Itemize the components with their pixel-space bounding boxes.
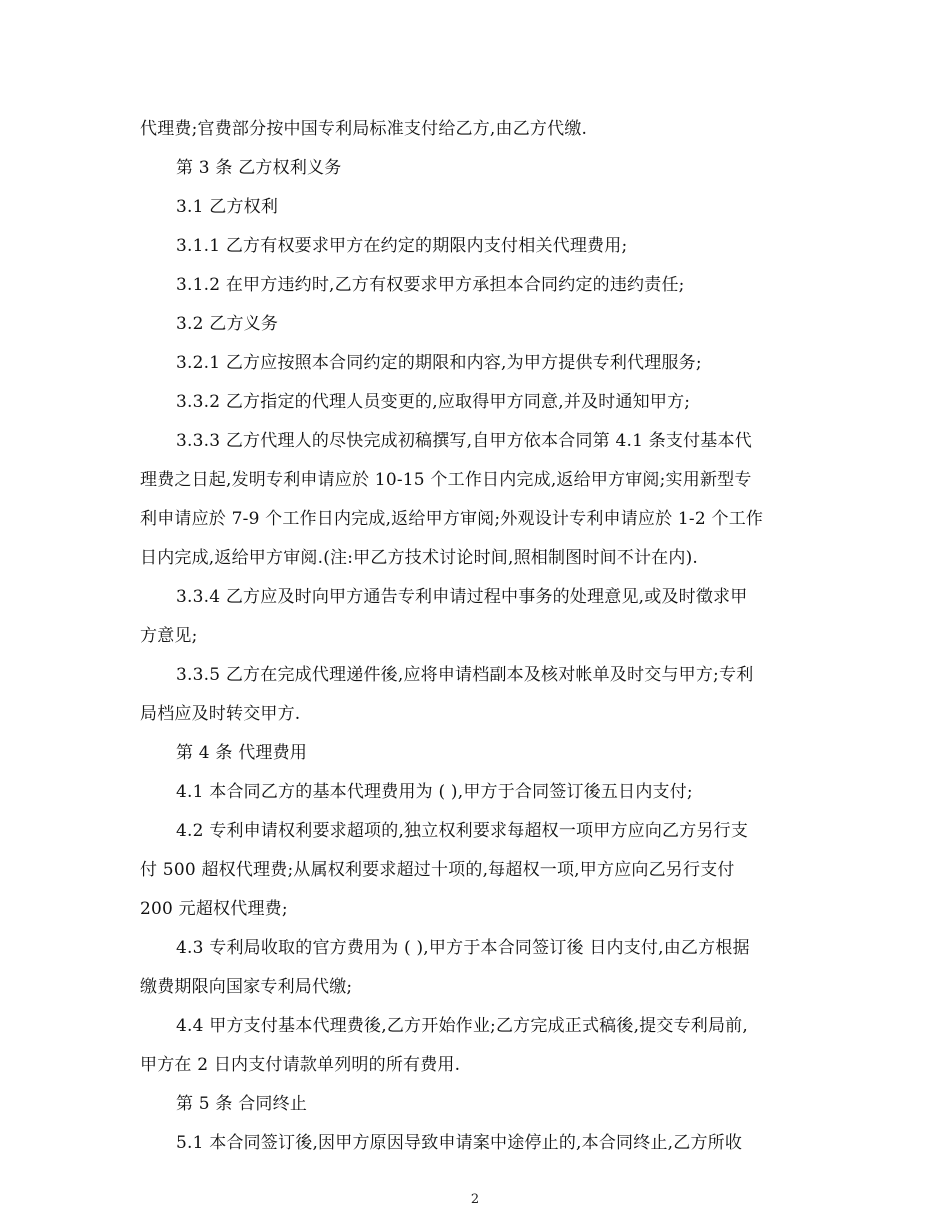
clause-line: 3.2.1 乙方应按照本合同约定的期限和内容,为甲方提供专利代理服务; xyxy=(176,353,702,373)
text-line: 利申请应於 7-9 个工作日内完成,返给甲方审阅;外观设计专利申请应於 1-2 个工作 xyxy=(140,509,764,529)
page-number: 2 xyxy=(470,1192,480,1207)
section-heading: 第 3 条 乙方权利义务 xyxy=(176,158,342,178)
clause-heading: 3.1 乙方权利 xyxy=(176,197,279,217)
clause-heading: 3.2 乙方义务 xyxy=(176,314,279,334)
clause-line: 5.1 本合同签订後,因甲方原因导致申请案中途停止的,本合同终止,乙方所收 xyxy=(176,1133,743,1153)
clause-line: 3.1.1 乙方有权要求甲方在约定的期限内支付相关代理费用; xyxy=(176,236,628,256)
text-line: 甲方在 2 日内支付请款单列明的所有费用. xyxy=(140,1055,461,1075)
section-heading: 第 4 条 代理费用 xyxy=(176,743,308,763)
text-line: 代理费;官费部分按中国专利局标准支付给乙方,由乙方代缴. xyxy=(140,119,588,139)
clause-line: 4.1 本合同乙方的基本代理费用为 ( ),甲方于合同签订後五日内支付; xyxy=(176,782,693,802)
clause-line: 4.4 甲方支付基本代理费後,乙方开始作业;乙方完成正式稿後,提交专利局前, xyxy=(176,1016,748,1036)
clause-line: 3.3.4 乙方应及时向甲方通告专利申请过程中事务的处理意见,或及时徵求甲 xyxy=(176,587,748,607)
clause-line: 4.3 专利局收取的官方费用为 ( ),甲方于本合同签订後 日内支付,由乙方根据 xyxy=(176,938,750,958)
clause-line: 3.3.2 乙方指定的代理人员变更的,应取得甲方同意,并及时通知甲方; xyxy=(176,392,691,412)
text-line: 局档应及时转交甲方. xyxy=(140,704,301,724)
text-line: 缴费期限向国家专利局代缴; xyxy=(140,977,353,997)
clause-line: 3.1.2 在甲方违约时,乙方有权要求甲方承担本合同约定的违约责任; xyxy=(176,275,685,295)
text-line: 200 元超权代理费; xyxy=(140,899,288,919)
text-line: 理费之日起,发明专利申请应於 10-15 个工作日内完成,返给甲方审阅;实用新型专 xyxy=(140,470,752,490)
clause-line: 4.2 专利申请权利要求超项的,独立权利要求每超权一项甲方应向乙方另行支 xyxy=(176,821,749,841)
text-line: 日内完成,返给甲方审阅.(注:甲乙方技术讨论时间,照相制图时间不计在内). xyxy=(140,548,699,568)
clause-line: 3.3.3 乙方代理人的尽快完成初稿撰写,自甲方依本合同第 4.1 条支付基本代 xyxy=(176,431,752,451)
clause-line: 3.3.5 乙方在完成代理递件後,应将申请档副本及核对帐单及时交与甲方;专利 xyxy=(176,665,754,685)
text-line: 付 500 超权代理费;从属权利要求超过十项的,每超权一项,甲方应向乙另行支付 xyxy=(140,860,735,880)
text-line: 方意见; xyxy=(140,626,198,646)
section-heading: 第 5 条 合同终止 xyxy=(176,1094,308,1114)
